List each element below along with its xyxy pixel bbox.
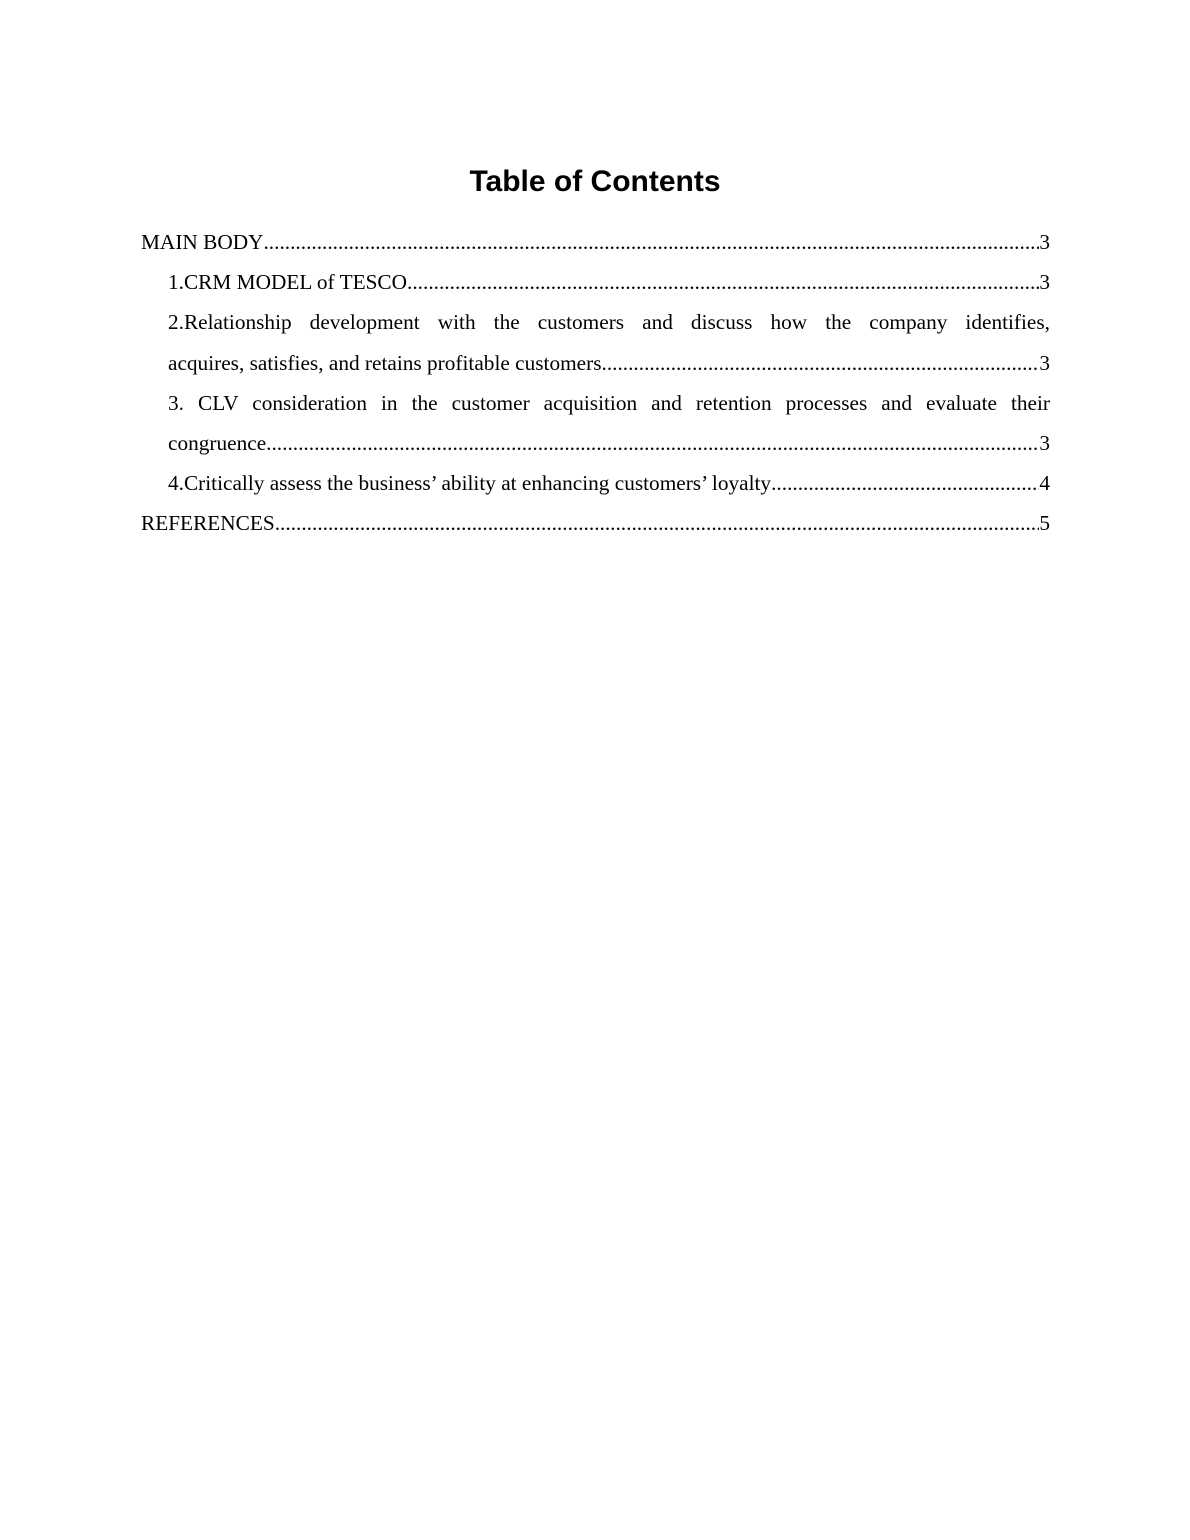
toc-entry-relationship-development[interactable] [168, 302, 1050, 382]
toc-entry-label: MAIN BODY [141, 230, 264, 254]
dot-leader [266, 423, 1039, 463]
toc-entry-clv-consideration[interactable] [168, 383, 1050, 463]
toc-entry-label-line1: 2.Relationship development with the customers and discuss how the company identifies, [168, 310, 1050, 335]
toc-page-number: 3 [1039, 350, 1050, 375]
toc-page-number: 5 [1039, 511, 1050, 536]
toc-page-number: 3 [1039, 230, 1050, 254]
dot-leader [407, 262, 1039, 302]
toc-entry-customer-loyalty[interactable] [168, 463, 1050, 503]
toc-entry-label-line1: 3. CLV consideration in the customer acquisition and retention processes and evaluate their [168, 390, 1050, 415]
toc-title: Table of Contents [469, 165, 721, 198]
toc-entry-label: 1.CRM MODEL of TESCO [168, 270, 408, 295]
toc-entry-main-body[interactable] [141, 222, 1050, 262]
toc-entry-references[interactable] [141, 503, 1050, 543]
toc-entry-label: 4.Critically assess the business’ ability at enhancing customers’ loyalty [168, 471, 772, 496]
toc-entry-label: REFERENCES [141, 511, 275, 536]
toc-entry-crm-model[interactable] [168, 262, 1050, 302]
toc-entry-label-line2: congruence [168, 431, 267, 456]
toc-page-number: 3 [1039, 270, 1050, 295]
toc-entry-label-line2: acquires, satisfies, and retains profitable customers. [168, 350, 607, 375]
dot-leader [275, 503, 1040, 543]
toc-page-number: 4 [1039, 471, 1050, 496]
table-of-contents [141, 222, 1050, 544]
dot-leader [771, 463, 1039, 503]
dot-leader [607, 343, 1040, 383]
dot-leader [263, 222, 1039, 262]
toc-page-number: 3 [1039, 431, 1050, 456]
